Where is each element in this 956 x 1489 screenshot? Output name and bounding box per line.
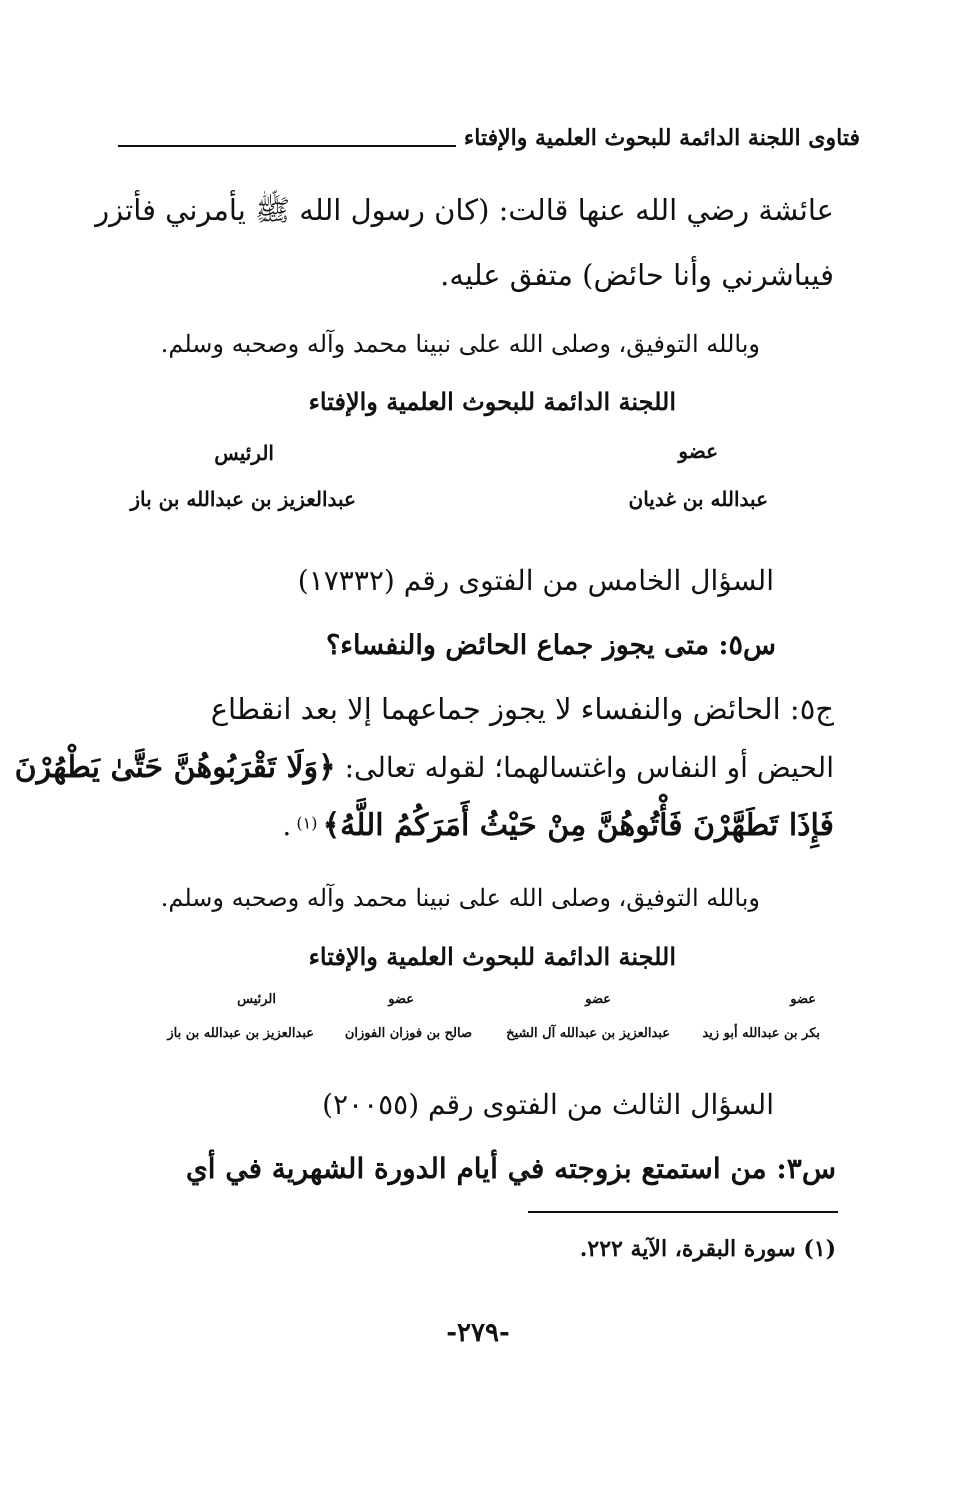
answer-line-with-verse (15, 750, 834, 785)
period: . (282, 809, 292, 842)
member-name: بكر بن عبدالله أبو زيد (702, 1026, 820, 1041)
question-text: س٣: من استمتع بزوجته في أيام الدورة الشهرية في أي (185, 1152, 836, 1185)
question-title: السؤال الخامس من الفتوى رقم (١٧٣٣٢) (297, 564, 774, 597)
chair-label: الرئيس (214, 441, 274, 465)
footnote-ref: (١) (296, 813, 318, 833)
answer-line: ج٥: الحائض والنفساء لا يجوز جماعهما إلا بعد انقطاع (210, 692, 834, 726)
question-text: س٥: متى يجوز جماع الحائض والنفساء؟ (325, 630, 776, 661)
committee-title: اللجنة الدائمة للبحوث العلمية والإفتاء (308, 942, 676, 971)
chair-label: الرئيس (237, 992, 276, 1007)
member-label: عضو (585, 992, 611, 1007)
running-header: فتاوى اللجنة الدائمة للبحوث العلمية والإفتاء (463, 125, 860, 151)
member-name: عبدالعزيز بن عبدالله آل الشيخ (506, 1026, 670, 1041)
paragraph-line: عائشة رضي الله عنها قالت: (كان رسول الله ﷺ يأمرني فأتزر (95, 193, 834, 227)
member-label: عضو (790, 992, 816, 1007)
member-label: عضو (388, 992, 414, 1007)
answer-text: الحيض أو النفاس واغتسالهما؛ لقوله تعالى: (344, 751, 834, 784)
member-name: صالح بن فوزان الفوزان (344, 1026, 472, 1041)
closing-text: وبالله التوفيق، وصلى الله على نبينا محمد وآله وصحبه وسلم. (160, 330, 760, 358)
footnote-rule (528, 1211, 838, 1213)
quran-verse: ﴿وَلَا تَقْرَبُوهُنَّ حَتَّىٰ يَطْهُرْنَ (14, 750, 336, 785)
footnote: (١) سورة البقرة، الآية ٢٢٢. (579, 1236, 836, 1262)
header-rule (118, 145, 456, 147)
page-number: -٢٧٩- (446, 1318, 510, 1348)
paragraph-line: فيباشرني وأنا حائض) متفق عليه. (440, 258, 834, 292)
closing-text: وبالله التوفيق، وصلى الله على نبينا محمد وآله وصحبه وسلم. (160, 884, 760, 912)
chair-name: عبدالعزيز بن عبدالله بن باز (167, 1026, 314, 1041)
question-title: السؤال الثالث من الفتوى رقم (٢٠٠٥٥) (322, 1088, 774, 1121)
committee-title: اللجنة الدائمة للبحوث العلمية والإفتاء (308, 387, 676, 416)
verse-line (282, 808, 834, 843)
quran-verse: فَإِذَا تَطَهَّرْنَ فَأْتُوهُنَّ مِنْ حَيْثُ أَمَرَكُمُ اللَّهُ﴾ (322, 808, 834, 843)
member-label: عضو (678, 439, 718, 463)
member-name: عبدالله بن غديان (628, 487, 768, 511)
chair-name: عبدالعزيز بن عبدالله بن باز (130, 487, 356, 511)
